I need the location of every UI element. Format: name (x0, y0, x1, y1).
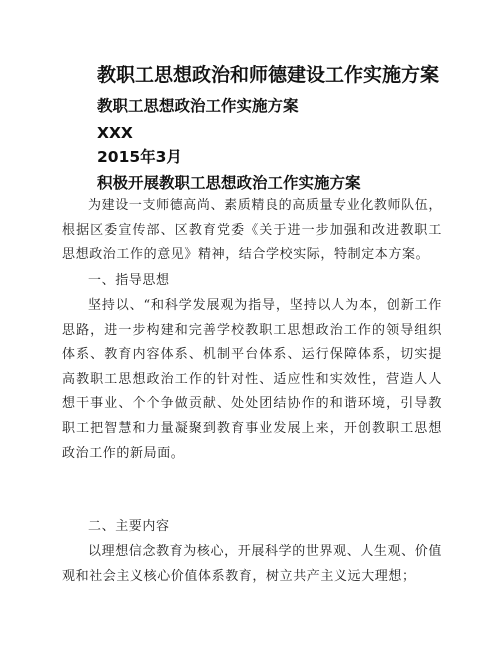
document-date: 2015年3月 (97, 148, 182, 166)
section2-heading: 二、主要内容 (88, 519, 170, 534)
intro-paragraph: 为建设一支师德高尚、素质精良的高质量专业化教师队伍，根据区委宣传部、区教育党委《关于进一步加强和改进教职工思想政治工作的意见》精神，结合学校实际，特制定本方案。 (62, 198, 442, 263)
section2-paragraph: 以理想信念教育为核心，开展科学的世界观、人生观、价值观和社会主义核心价值体系教育，树立共产主义远大理想； (62, 544, 442, 584)
section1-paragraph: 坚持以、“和科学发展观为指导，坚持以人为本，创新工作思路，进一步构建和完善学校教职工思想政治工作的领导组织体系、教育内容体系、机制平台体系、运行保障体系，切实提高教职工思想政治工作的针对性、适应性和实效性，营造人人想干事业、个个争做贡献、处处团结协作的和谐环境，引导教职工把智慧和力量凝聚到教育事业发展上来，开创教职工思想政治工作的新局面。 (62, 298, 442, 461)
document-title: 教职工思想政治和师德建设工作实施方案 (97, 64, 440, 86)
document-author: XXX (97, 124, 133, 142)
document-subtitle: 教职工思想政治工作实施方案 (97, 97, 299, 115)
section1-heading: 一、指导思想 (88, 273, 170, 288)
document-heading: 积极开展教职工思想政治工作实施方案 (97, 174, 361, 192)
